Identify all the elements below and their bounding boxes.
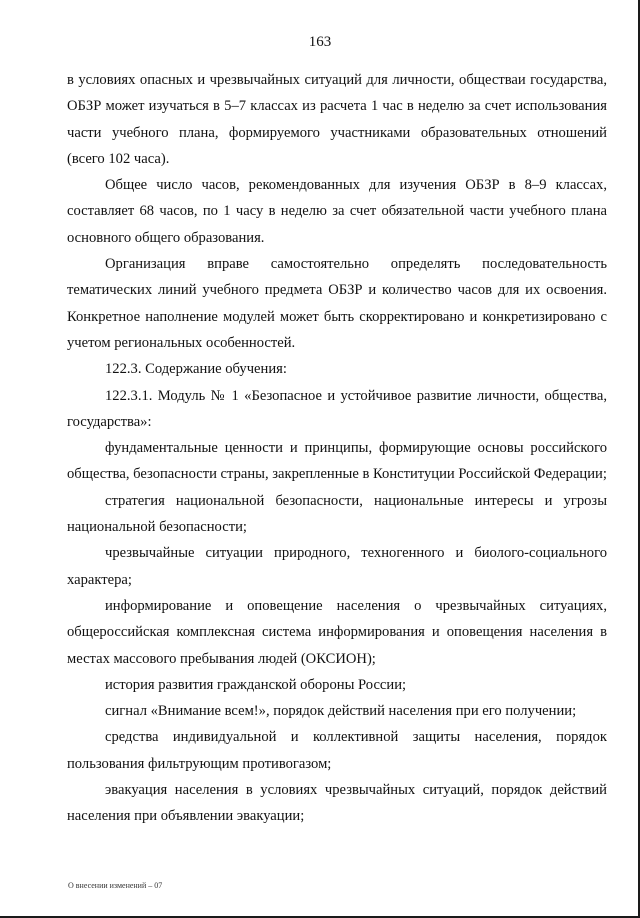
footer-note: О внесении изменений – 07	[68, 881, 163, 890]
paragraph-continuation: в условиях опасных и чрезвычайных ситуаций для личности, обществаи государства, ОБЗР может изучаться в 5–7 классах из расчета 1 час в неделю за счет использования части учебного плана, формируемого участниками образовательных отношений (всего 102 часа).	[67, 72, 607, 167]
page-number: 163	[308, 34, 332, 50]
paragraph-organization: Организация вправе самостоятельно определять последовательность тематических линий учебного предмета ОБЗР и количество часов для их освоения. Конкретное наполнение модулей может быть скорректировано и конкретизировано с учетом региональных особенностей.	[67, 256, 607, 351]
list-item: стратегия национальной безопасности, национальные интересы и угрозы национальной безопасности;	[67, 492, 607, 536]
list-item: информирование и оповещение населения о чрезвычайных ситуациях, общероссийская комплексная система информирования и оповещения населения в местах массового пребывания людей (ОКСИОН);	[67, 597, 607, 667]
list-item: история развития гражданской обороны России;	[105, 676, 407, 693]
list-item: фундаментальные ценности и принципы, формирующие основы российского общества, безопасности страны, закрепленные в Конституции Российской Федерации;	[67, 440, 607, 483]
section-heading-content: 122.3. Содержание обучения:	[105, 361, 287, 378]
list-item: сигнал «Внимание всем!», порядок действий населения при его получении;	[105, 703, 577, 720]
module-heading: 122.3.1. Модуль № 1 «Безопасное и устойчивое развитие личности, общества, государства»:	[67, 387, 607, 430]
list-item: чрезвычайные ситуации природного, техногенного и биолого-социального характера;	[67, 545, 607, 588]
paragraph-hours-8-9: Общее число часов, рекомендованных для изучения ОБЗР в 8–9 классах, составляет 68 часов, по 1 часу в неделю за счет обязательной части учебного плана основного общего образования.	[67, 177, 607, 246]
list-item: средства индивидуальной и коллективной защиты населения, порядок пользования фильтрующим противогазом;	[67, 729, 607, 772]
body-text	[67, 67, 607, 830]
list-item: эвакуация населения в условиях чрезвычайных ситуаций, порядок действий населения при объявлении эвакуации;	[67, 782, 607, 825]
